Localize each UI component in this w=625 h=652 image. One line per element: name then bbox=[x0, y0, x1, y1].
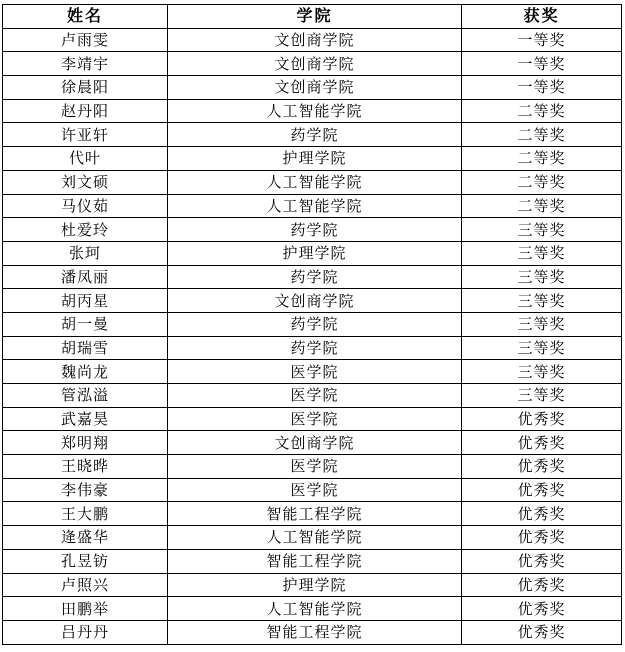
cell-award: 三等奖 bbox=[462, 336, 622, 360]
header-name: 姓名 bbox=[3, 5, 168, 29]
cell-name: 赵丹阳 bbox=[3, 99, 168, 123]
cell-name: 杜爱玲 bbox=[3, 218, 168, 242]
table-row bbox=[3, 336, 622, 360]
table-row bbox=[3, 289, 622, 313]
table-row bbox=[3, 478, 622, 502]
cell-award: 优秀奖 bbox=[462, 549, 622, 573]
cell-college: 医学院 bbox=[168, 478, 462, 502]
cell-award: 优秀奖 bbox=[462, 407, 622, 431]
cell-college: 药学院 bbox=[168, 312, 462, 336]
cell-name: 魏尚龙 bbox=[3, 360, 168, 384]
cell-name: 徐晨阳 bbox=[3, 76, 168, 100]
cell-award: 三等奖 bbox=[462, 312, 622, 336]
cell-award: 二等奖 bbox=[462, 99, 622, 123]
cell-award: 一等奖 bbox=[462, 52, 622, 76]
cell-college: 智能工程学院 bbox=[168, 620, 462, 644]
header-award: 获奖 bbox=[462, 5, 622, 29]
cell-award: 优秀奖 bbox=[462, 431, 622, 455]
cell-college: 智能工程学院 bbox=[168, 549, 462, 573]
award-sheet bbox=[2, 4, 622, 645]
cell-college: 文创商学院 bbox=[168, 76, 462, 100]
cell-name: 卢照兴 bbox=[3, 573, 168, 597]
table-row bbox=[3, 99, 622, 123]
table-row bbox=[3, 573, 622, 597]
cell-college: 人工智能学院 bbox=[168, 99, 462, 123]
cell-college: 人工智能学院 bbox=[168, 526, 462, 550]
cell-award: 三等奖 bbox=[462, 360, 622, 384]
table-row bbox=[3, 194, 622, 218]
table-row bbox=[3, 52, 622, 76]
cell-award: 优秀奖 bbox=[462, 455, 622, 479]
cell-college: 医学院 bbox=[168, 384, 462, 408]
cell-name: 潘凤丽 bbox=[3, 265, 168, 289]
award-table bbox=[2, 4, 622, 645]
cell-college: 人工智能学院 bbox=[168, 170, 462, 194]
cell-award: 优秀奖 bbox=[462, 502, 622, 526]
cell-name: 王大鹏 bbox=[3, 502, 168, 526]
cell-college: 药学院 bbox=[168, 218, 462, 242]
cell-award: 三等奖 bbox=[462, 241, 622, 265]
cell-college: 医学院 bbox=[168, 360, 462, 384]
table-row bbox=[3, 431, 622, 455]
cell-name: 代叶 bbox=[3, 147, 168, 171]
header-college: 学院 bbox=[168, 5, 462, 29]
cell-award: 二等奖 bbox=[462, 123, 622, 147]
table-row bbox=[3, 597, 622, 621]
table-row bbox=[3, 549, 622, 573]
cell-award: 二等奖 bbox=[462, 194, 622, 218]
cell-award: 三等奖 bbox=[462, 384, 622, 408]
cell-name: 逄盛华 bbox=[3, 526, 168, 550]
cell-name: 吕丹丹 bbox=[3, 620, 168, 644]
table-body bbox=[3, 28, 622, 644]
cell-college: 药学院 bbox=[168, 123, 462, 147]
cell-award: 优秀奖 bbox=[462, 478, 622, 502]
cell-award: 优秀奖 bbox=[462, 573, 622, 597]
cell-award: 优秀奖 bbox=[462, 620, 622, 644]
cell-college: 文创商学院 bbox=[168, 52, 462, 76]
cell-award: 二等奖 bbox=[462, 170, 622, 194]
table-row bbox=[3, 123, 622, 147]
table-row bbox=[3, 360, 622, 384]
cell-college: 药学院 bbox=[168, 336, 462, 360]
table-row bbox=[3, 384, 622, 408]
cell-award: 三等奖 bbox=[462, 265, 622, 289]
cell-name: 李靖宇 bbox=[3, 52, 168, 76]
table-row bbox=[3, 241, 622, 265]
cell-college: 护理学院 bbox=[168, 147, 462, 171]
table-row bbox=[3, 147, 622, 171]
table-row bbox=[3, 502, 622, 526]
cell-award: 一等奖 bbox=[462, 28, 622, 52]
cell-college: 文创商学院 bbox=[168, 28, 462, 52]
cell-name: 孔昱钫 bbox=[3, 549, 168, 573]
cell-award: 三等奖 bbox=[462, 218, 622, 242]
table-row bbox=[3, 218, 622, 242]
table-row bbox=[3, 170, 622, 194]
cell-name: 马仪茹 bbox=[3, 194, 168, 218]
table-row bbox=[3, 265, 622, 289]
cell-college: 医学院 bbox=[168, 407, 462, 431]
cell-college: 医学院 bbox=[168, 455, 462, 479]
cell-name: 田鹏举 bbox=[3, 597, 168, 621]
cell-name: 张珂 bbox=[3, 241, 168, 265]
table-row bbox=[3, 455, 622, 479]
cell-award: 三等奖 bbox=[462, 289, 622, 313]
cell-award: 二等奖 bbox=[462, 147, 622, 171]
cell-name: 管泓溢 bbox=[3, 384, 168, 408]
cell-college: 药学院 bbox=[168, 265, 462, 289]
cell-name: 刘文硕 bbox=[3, 170, 168, 194]
cell-college: 人工智能学院 bbox=[168, 194, 462, 218]
table-row bbox=[3, 76, 622, 100]
cell-name: 武嘉昊 bbox=[3, 407, 168, 431]
cell-name: 李伟豪 bbox=[3, 478, 168, 502]
cell-college: 人工智能学院 bbox=[168, 597, 462, 621]
cell-college: 智能工程学院 bbox=[168, 502, 462, 526]
cell-college: 护理学院 bbox=[168, 573, 462, 597]
cell-name: 胡一曼 bbox=[3, 312, 168, 336]
table-row bbox=[3, 526, 622, 550]
header-row bbox=[3, 5, 622, 29]
table-row bbox=[3, 28, 622, 52]
cell-name: 王晓晔 bbox=[3, 455, 168, 479]
cell-award: 优秀奖 bbox=[462, 526, 622, 550]
cell-name: 胡丙星 bbox=[3, 289, 168, 313]
cell-name: 郑明翔 bbox=[3, 431, 168, 455]
cell-college: 文创商学院 bbox=[168, 431, 462, 455]
cell-college: 文创商学院 bbox=[168, 289, 462, 313]
cell-award: 一等奖 bbox=[462, 76, 622, 100]
cell-name: 胡瑞雪 bbox=[3, 336, 168, 360]
table-row bbox=[3, 312, 622, 336]
table-row bbox=[3, 620, 622, 644]
cell-name: 卢雨雯 bbox=[3, 28, 168, 52]
table-row bbox=[3, 407, 622, 431]
cell-name: 许亚轩 bbox=[3, 123, 168, 147]
cell-college: 护理学院 bbox=[168, 241, 462, 265]
cell-award: 优秀奖 bbox=[462, 597, 622, 621]
